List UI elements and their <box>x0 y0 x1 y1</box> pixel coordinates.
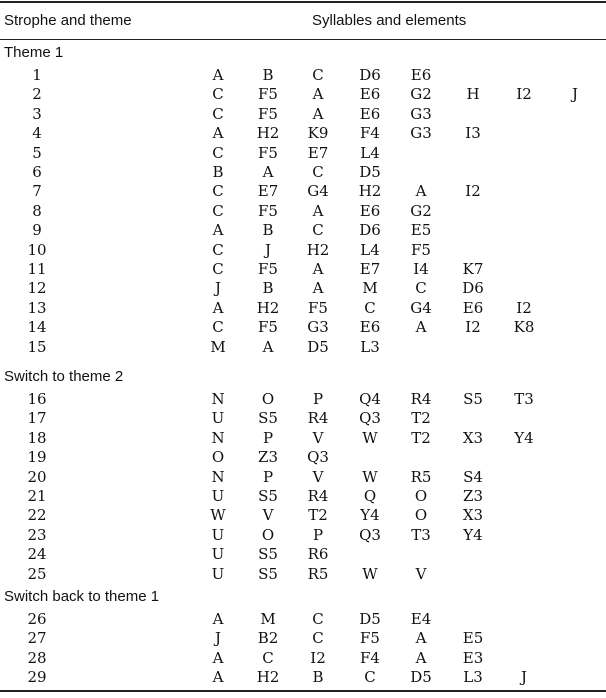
syllable-cell: X3 <box>462 428 484 447</box>
strophe-number: 28 <box>27 648 47 667</box>
table-row <box>0 338 606 357</box>
syllable-cell: J <box>214 279 221 298</box>
strophe-number: 20 <box>27 467 47 486</box>
strophe-number: 24 <box>27 545 47 564</box>
syllable-cell: L3 <box>360 337 380 356</box>
strophe-number: 9 <box>32 221 42 240</box>
syllable-cell: C <box>212 318 224 337</box>
table-row <box>0 182 606 201</box>
syllable-cell: C <box>312 610 324 628</box>
table-row <box>0 526 606 545</box>
syllable-cell: Y4 <box>514 428 534 447</box>
syllable-cell: B <box>212 163 224 181</box>
syllable-cell: F5 <box>258 85 278 104</box>
syllable-cell: S4 <box>463 467 483 486</box>
syllable-cell: V <box>312 467 324 486</box>
syllable-cell: C <box>312 629 324 648</box>
syllable-cell: W <box>362 428 378 447</box>
table-row <box>0 448 606 467</box>
syllable-cell: G3 <box>410 124 432 143</box>
table-row <box>0 545 606 564</box>
syllable-cell: U <box>211 564 225 583</box>
syllable-cell: J <box>520 668 527 687</box>
strophe-number: 19 <box>27 448 47 467</box>
syllable-cell: B <box>262 221 274 240</box>
syllable-cell: E6 <box>359 104 381 123</box>
syllable-cell: E5 <box>410 221 432 240</box>
syllable-cell: C <box>312 66 324 84</box>
syllable-cell: D5 <box>410 668 432 687</box>
syllable-cell: T3 <box>514 390 534 408</box>
syllable-cell: M <box>362 279 378 298</box>
strophe-number: 23 <box>27 525 47 544</box>
syllable-cell: W <box>362 564 378 583</box>
column-header-strophe: Strophe and theme <box>4 12 132 29</box>
syllable-cell: Q4 <box>359 390 381 408</box>
syllable-cell: K8 <box>513 318 535 337</box>
syllable-cell: A <box>212 610 224 628</box>
syllable-cell: F5 <box>258 318 278 337</box>
strophe-number: 25 <box>27 564 47 583</box>
table-row <box>0 629 606 648</box>
syllable-cell: S5 <box>258 409 278 428</box>
strophe-number: 22 <box>27 506 47 525</box>
syllable-cell: J <box>214 629 221 648</box>
syllable-cell: J <box>571 85 578 104</box>
syllable-cell: A <box>415 182 427 201</box>
syllable-cell: N <box>211 390 225 408</box>
syllable-cell: E4 <box>410 610 432 628</box>
syllable-cell: A <box>312 104 324 123</box>
strophe-number: 29 <box>27 668 47 687</box>
syllable-cell: Z3 <box>463 487 483 505</box>
syllable-cell: U <box>211 525 225 544</box>
syllable-cell: F5 <box>258 260 278 278</box>
syllable-cell: F5 <box>258 201 278 220</box>
table-row <box>0 144 606 163</box>
syllable-cell: N <box>211 428 225 447</box>
syllable-cell: S5 <box>258 564 278 583</box>
strophe-number: 15 <box>27 337 47 356</box>
syllable-cell: A <box>312 279 324 298</box>
column-header-syllables: Syllables and elements <box>312 12 467 29</box>
top-rule <box>0 1 606 3</box>
syllable-cell: A <box>415 648 427 667</box>
syllable-cell: G2 <box>410 85 432 104</box>
syllable-cell: R4 <box>307 487 329 505</box>
syllable-cell: O <box>261 525 275 544</box>
syllable-cell: V <box>415 564 427 583</box>
table-row <box>0 506 606 525</box>
syllable-cell: E6 <box>462 298 484 317</box>
syllable-cell: G2 <box>410 201 432 220</box>
syllable-cell: A <box>415 629 427 648</box>
strophe-number: 2 <box>32 85 42 104</box>
strophe-number: 1 <box>32 66 42 84</box>
header-rule <box>0 39 606 40</box>
table-row <box>0 487 606 506</box>
syllable-cell: E6 <box>359 85 381 104</box>
syllable-cell: A <box>212 668 224 687</box>
syllable-cell: G3 <box>410 104 432 123</box>
syllable-cell: C <box>212 104 224 123</box>
strophe-number: 8 <box>32 201 42 220</box>
syllable-cell: I3 <box>465 124 481 143</box>
syllable-cell: A <box>312 260 324 278</box>
syllable-cell: Q <box>363 487 377 505</box>
syllable-cell: H2 <box>256 668 280 687</box>
bottom-rule <box>0 690 606 692</box>
strophe-number: 14 <box>27 318 47 337</box>
syllable-cell: O <box>211 448 225 467</box>
syllable-cell: D6 <box>359 66 381 84</box>
strophe-number: 5 <box>32 143 42 162</box>
strophe-number: 3 <box>32 104 42 123</box>
syllable-cell: N <box>211 467 225 486</box>
syllable-cell: O <box>261 390 275 408</box>
syllable-cell: C <box>364 668 376 687</box>
syllable-cell: C <box>212 143 224 162</box>
syllable-cell: C <box>415 279 427 298</box>
syllable-cell: M <box>260 610 276 628</box>
table-row <box>0 124 606 143</box>
table-row <box>0 202 606 221</box>
table-row <box>0 318 606 337</box>
syllable-cell: D5 <box>359 610 381 628</box>
syllable-cell: A <box>262 163 274 181</box>
syllable-cell: I2 <box>465 182 481 201</box>
syllable-cell: S5 <box>463 390 483 408</box>
syllable-cell: K9 <box>307 124 329 143</box>
syllable-cell: E7 <box>257 182 279 201</box>
syllable-cell: V <box>312 428 324 447</box>
syllable-cell: F4 <box>360 648 380 667</box>
syllable-cell: T3 <box>411 525 431 544</box>
table-row <box>0 429 606 448</box>
syllable-cell: L3 <box>463 668 483 687</box>
strophe-number: 11 <box>27 260 47 278</box>
syllable-cell: C <box>212 85 224 104</box>
syllable-cell: B2 <box>257 629 279 648</box>
strophe-number: 4 <box>32 124 42 143</box>
strophe-number: 7 <box>32 182 42 201</box>
strophe-number: 6 <box>32 163 42 181</box>
strophe-number: 12 <box>27 279 47 298</box>
syllable-cell: Q3 <box>359 409 381 428</box>
syllable-cell: P <box>262 467 274 486</box>
syllable-cell: T2 <box>308 506 328 525</box>
syllable-cell: H <box>466 85 480 104</box>
syllable-cell: D6 <box>359 221 381 240</box>
syllable-cell: C <box>262 648 274 667</box>
syllable-cell: E6 <box>359 201 381 220</box>
syllable-cell: I2 <box>516 85 532 104</box>
syllable-cell: F5 <box>308 298 328 317</box>
syllable-cell: A <box>212 124 224 143</box>
syllable-cell: Q3 <box>359 525 381 544</box>
syllable-cell: E5 <box>462 629 484 648</box>
syllable-cell: U <box>211 545 225 564</box>
table-row <box>0 299 606 318</box>
syllable-cell: F5 <box>360 629 380 648</box>
syllable-cell: C <box>312 221 324 240</box>
syllable-cell: C <box>212 182 224 201</box>
table-row <box>0 221 606 240</box>
syllable-cell: P <box>262 428 274 447</box>
table-row <box>0 390 606 409</box>
strophe-number: 27 <box>27 629 47 648</box>
table-row <box>0 163 606 182</box>
syllable-cell: R4 <box>410 390 432 408</box>
syllable-cell: M <box>210 337 226 356</box>
syllable-cell: I2 <box>516 298 532 317</box>
section-title: Switch back to theme 1 <box>4 588 160 605</box>
table-row <box>0 668 606 687</box>
syllable-cell: A <box>212 66 224 84</box>
syllable-cell: Y4 <box>463 525 483 544</box>
syllable-cell: T2 <box>411 428 431 447</box>
table-row <box>0 66 606 85</box>
syllable-cell: G4 <box>307 182 329 201</box>
syllable-cell: E7 <box>359 260 381 278</box>
syllable-cell: T2 <box>411 409 431 428</box>
syllable-cell: G4 <box>410 298 432 317</box>
strophe-number: 13 <box>27 298 47 317</box>
syllable-cell: E7 <box>307 143 329 162</box>
syllable-cell: F5 <box>258 104 278 123</box>
syllable-cell: A <box>212 298 224 317</box>
syllable-cell: S5 <box>258 545 278 564</box>
syllable-cell: H2 <box>306 240 330 259</box>
syllable-cell: C <box>364 298 376 317</box>
syllable-cell: A <box>212 221 224 240</box>
syllable-cell: W <box>210 506 226 525</box>
table-row <box>0 409 606 428</box>
syllable-cell: V <box>262 506 274 525</box>
table-row <box>0 85 606 104</box>
table-row <box>0 649 606 668</box>
strophe-number: 21 <box>27 487 47 505</box>
syllable-cell: C <box>212 260 224 278</box>
table-row <box>0 279 606 298</box>
syllable-cell: H2 <box>256 298 280 317</box>
syllable-cell: A <box>312 201 324 220</box>
table-row <box>0 610 606 629</box>
syllable-cell: Q3 <box>307 448 329 467</box>
syllable-cell: E6 <box>359 318 381 337</box>
syllable-cell: A <box>212 648 224 667</box>
strophe-number: 18 <box>27 428 47 447</box>
syllable-cell: G3 <box>307 318 329 337</box>
syllable-cell: Z3 <box>258 448 278 467</box>
table-row <box>0 468 606 487</box>
syllable-cell: P <box>312 390 324 408</box>
strophe-number: 10 <box>27 240 47 259</box>
syllable-cell: R5 <box>410 467 432 486</box>
syllable-cell: C <box>312 163 324 181</box>
strophe-number: 26 <box>27 610 47 628</box>
syllable-cell: U <box>211 487 225 505</box>
syllable-cell: D6 <box>462 279 484 298</box>
syllable-cell: I2 <box>310 648 326 667</box>
syllable-cell: P <box>312 525 324 544</box>
syllable-cell: L4 <box>360 143 380 162</box>
syllable-cell: F5 <box>411 240 431 259</box>
syllable-cell: E3 <box>462 648 484 667</box>
syllable-cell: C <box>212 240 224 259</box>
syllable-cell: E6 <box>410 66 432 84</box>
syllable-cell: L4 <box>360 240 380 259</box>
syllable-cell: I2 <box>465 318 481 337</box>
syllable-cell: D5 <box>307 337 329 356</box>
section-title: Switch to theme 2 <box>4 368 124 385</box>
table-row <box>0 241 606 260</box>
syllable-cell: R5 <box>307 564 329 583</box>
syllable-cell: S5 <box>258 487 278 505</box>
syllable-cell: B <box>312 668 324 687</box>
syllable-cell: U <box>211 409 225 428</box>
syllable-cell: D5 <box>359 163 381 181</box>
syllable-cell: F5 <box>258 143 278 162</box>
syllable-cell: O <box>414 506 428 525</box>
syllable-cell: C <box>212 201 224 220</box>
syllable-cell: J <box>264 240 271 259</box>
table-row <box>0 105 606 124</box>
syllable-cell: H2 <box>358 182 382 201</box>
syllable-cell: F4 <box>360 124 380 143</box>
table-row <box>0 565 606 584</box>
syllable-cell: B <box>262 66 274 84</box>
syllable-cell: A <box>262 337 274 356</box>
syllable-cell: X3 <box>462 506 484 525</box>
syllable-cell: A <box>415 318 427 337</box>
strophe-number: 17 <box>27 409 47 428</box>
syllable-cell: H2 <box>256 124 280 143</box>
syllable-cell: W <box>362 467 378 486</box>
section-title: Theme 1 <box>4 44 64 61</box>
syllable-cell: K7 <box>462 260 484 278</box>
syllable-cell: O <box>414 487 428 505</box>
table-row <box>0 260 606 279</box>
syllable-cell: R6 <box>307 545 329 564</box>
syllable-cell: A <box>312 85 324 104</box>
strophe-number: 16 <box>27 390 47 408</box>
syllable-cell: I4 <box>413 260 429 278</box>
syllable-cell: B <box>262 279 274 298</box>
syllable-cell: R4 <box>307 409 329 428</box>
syllable-cell: Y4 <box>360 506 380 525</box>
